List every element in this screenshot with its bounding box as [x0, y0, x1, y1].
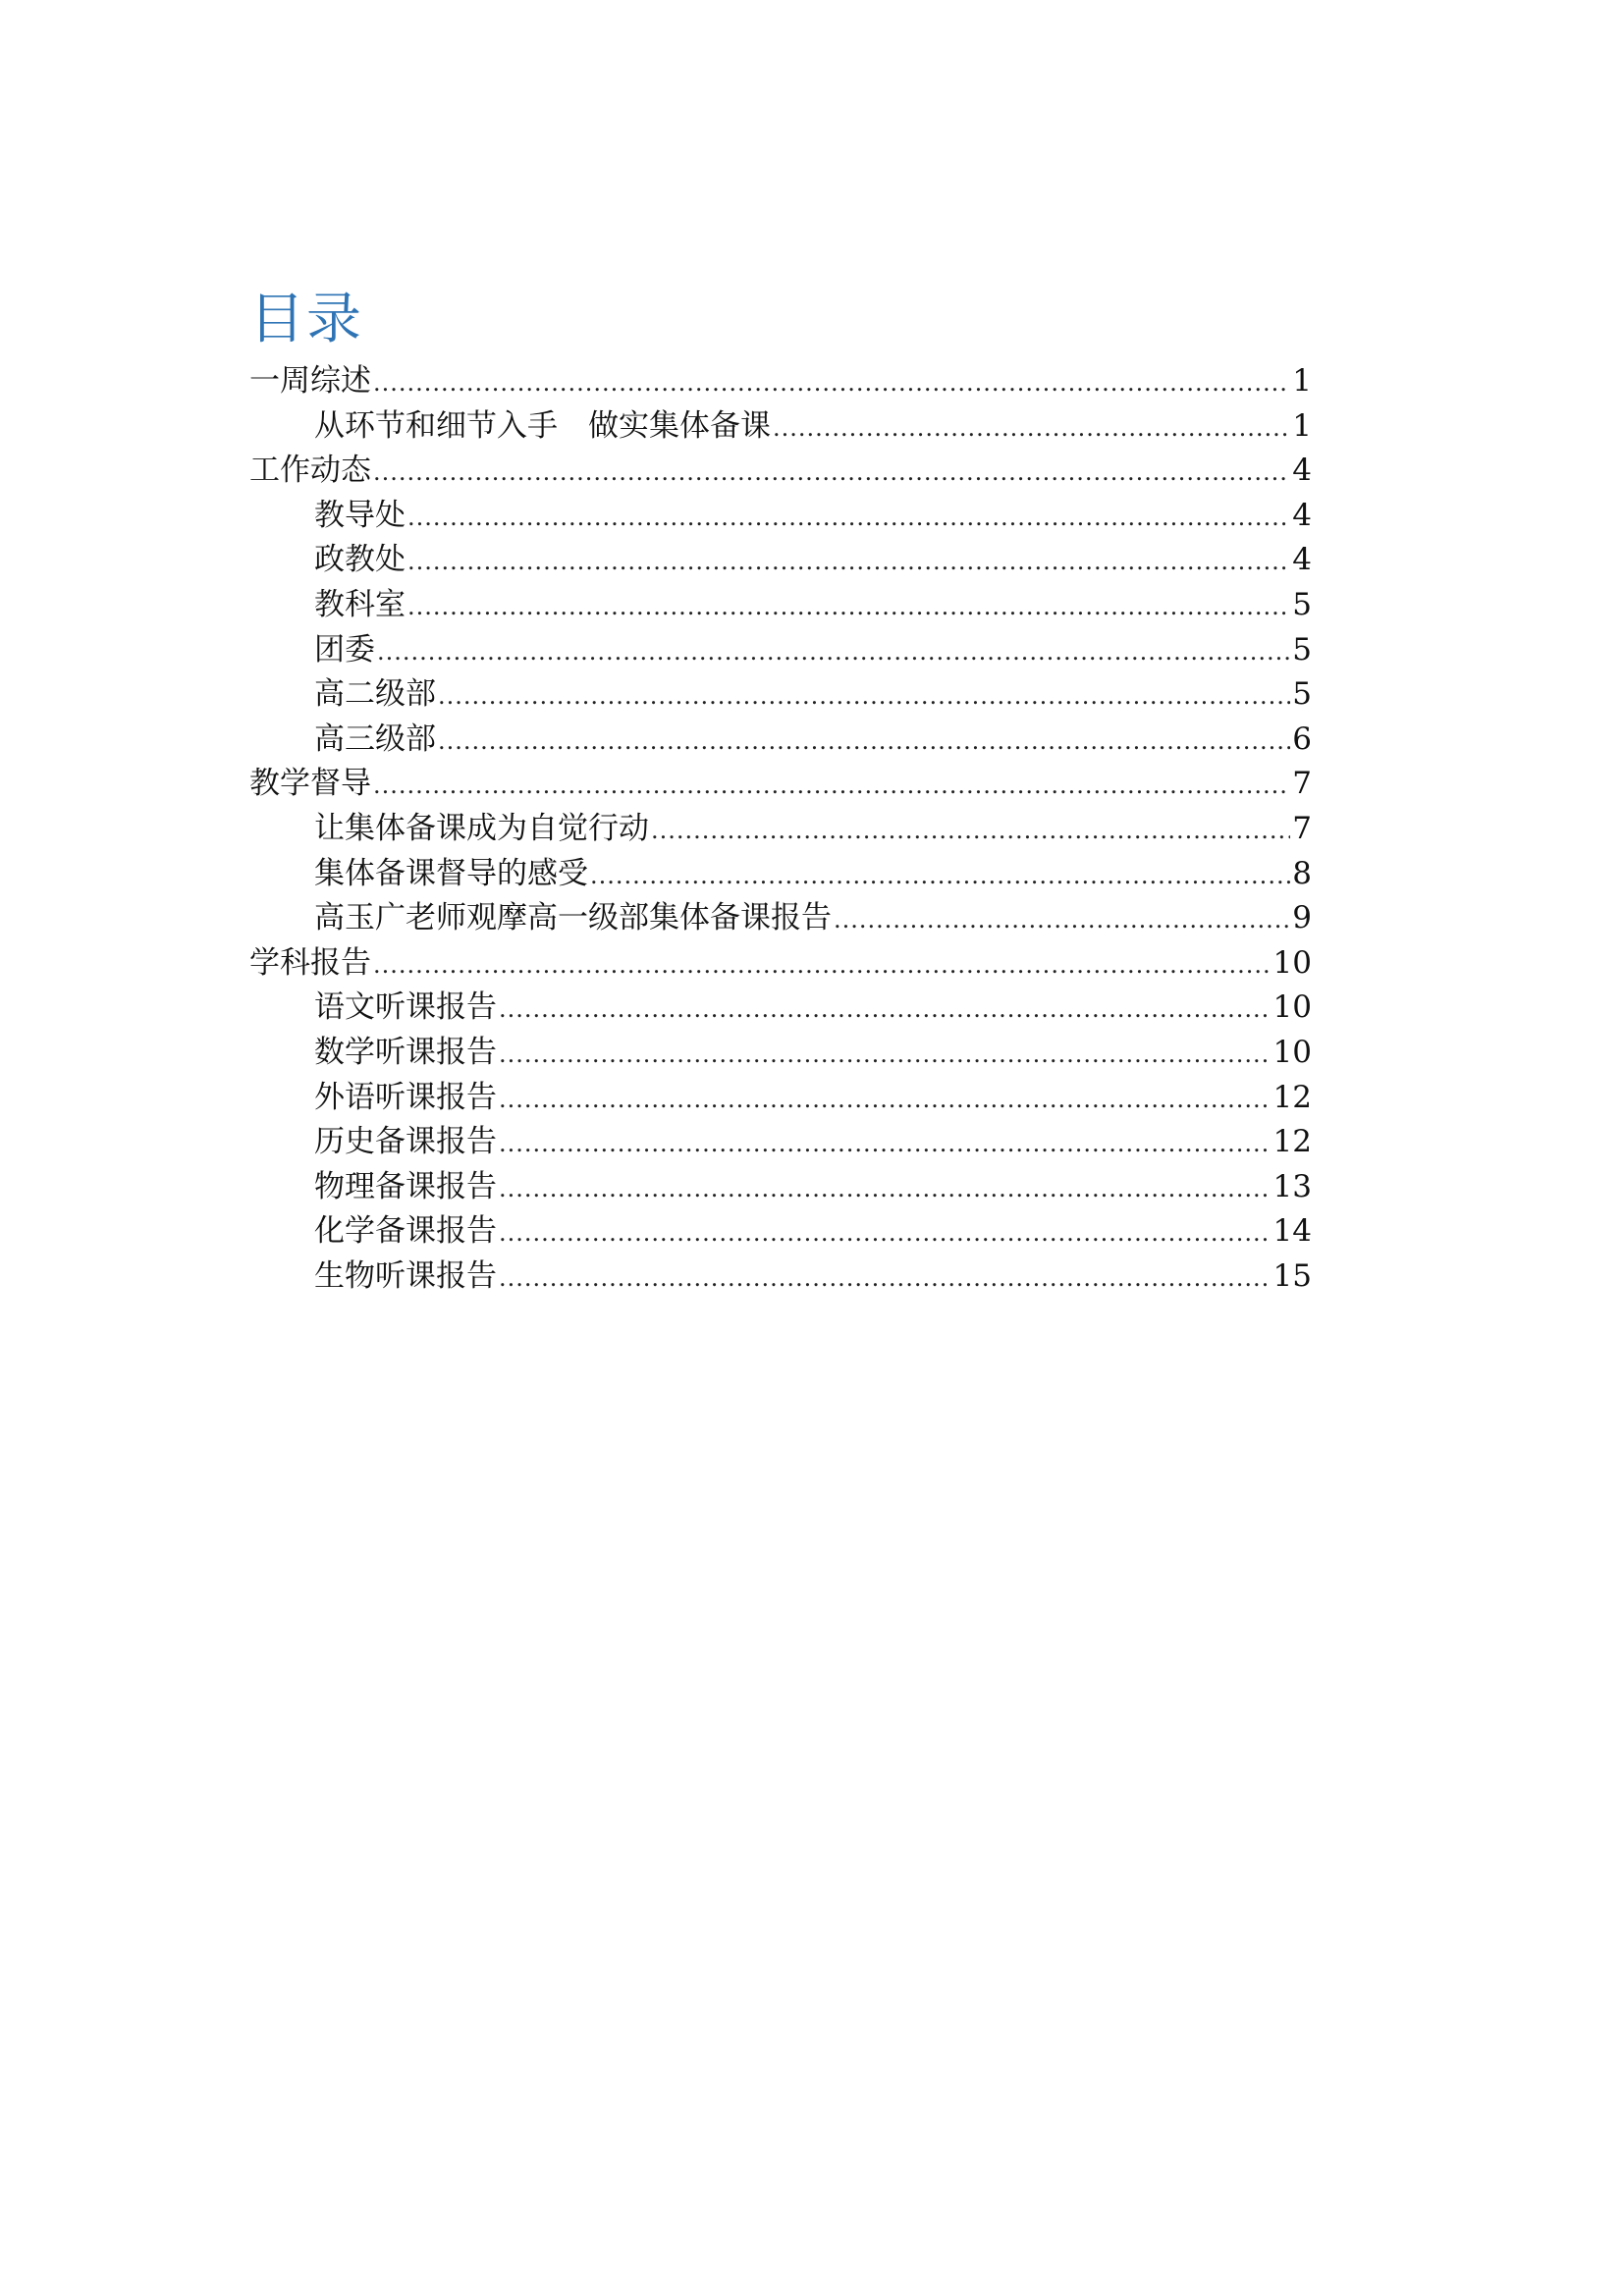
toc-dot-leader: [499, 988, 1272, 1033]
toc-entry-label: 外语听课报告: [314, 1079, 497, 1115]
toc-entry-label: 高玉广老师观摩高一级部集体备课报告: [314, 900, 832, 936]
toc-page-number: 5: [1292, 586, 1312, 622]
toc-dot-leader: [590, 854, 1290, 899]
toc-entry-label: 数学听课报告: [314, 1034, 497, 1070]
toc-entry-huaxue[interactable]: [249, 1209, 1312, 1255]
toc-list: [249, 359, 1312, 1299]
toc-page-number: 5: [1292, 676, 1312, 713]
toc-page-number: 15: [1272, 1257, 1312, 1294]
toc-page-number: 12: [1272, 1124, 1312, 1160]
toc-dot-leader: [834, 898, 1290, 943]
toc-entry-yizhou-zongshu[interactable]: [249, 359, 1312, 404]
toc-page-number: 13: [1272, 1168, 1312, 1204]
toc-entry-label: 化学备课报告: [314, 1213, 497, 1250]
toc-dot-leader: [499, 1167, 1272, 1212]
toc-entry-label: 教导处: [314, 497, 406, 533]
toc-entry-label: 语文听课报告: [314, 989, 497, 1026]
toc-page-number: 10: [1272, 1034, 1312, 1070]
toc-page-number: 7: [1292, 766, 1312, 802]
toc-title: 目录: [249, 288, 363, 351]
toc-entry-shuxue[interactable]: [249, 1031, 1312, 1076]
toc-entry-gaosan-jibu[interactable]: [249, 718, 1312, 763]
toc-entry-guanmo-baogao[interactable]: [249, 896, 1312, 941]
toc-entry-label: 让集体备课成为自觉行动: [314, 810, 649, 846]
toc-page-number: 14: [1272, 1213, 1312, 1250]
toc-entry-jiaoxue-dudao[interactable]: [249, 762, 1312, 807]
toc-dot-leader: [773, 406, 1290, 452]
toc-entry-gaoer-jibu[interactable]: [249, 672, 1312, 718]
toc-entry-label: 一周综述: [249, 363, 371, 399]
toc-entry-label: 高三级部: [314, 721, 436, 757]
toc-entry-label: 政教处: [314, 542, 406, 578]
toc-page-number: 1: [1292, 407, 1312, 444]
toc-entry-jiaokeshi[interactable]: [249, 583, 1312, 628]
toc-dot-leader: [373, 451, 1290, 496]
toc-entry-label: 生物听课报告: [314, 1257, 497, 1294]
toc-page-number: 9: [1292, 900, 1312, 936]
toc-dot-leader: [438, 674, 1290, 720]
toc-entry-label: 从环节和细节入手 做实集体备课: [314, 407, 771, 444]
toc-entry-wuli[interactable]: [249, 1165, 1312, 1210]
toc-entry-label: 物理备课报告: [314, 1168, 497, 1204]
toc-entry-label: 集体备课督导的感受: [314, 855, 588, 891]
toc-entry-zhengjiaochu[interactable]: [249, 538, 1312, 583]
toc-entry-jiaodaochu[interactable]: [249, 494, 1312, 539]
toc-page-number: 10: [1272, 989, 1312, 1026]
toc-page-number: 4: [1292, 497, 1312, 533]
toc-dot-leader: [651, 809, 1290, 854]
toc-dot-leader: [407, 585, 1290, 630]
toc-dot-leader: [407, 540, 1290, 585]
toc-page-number: 12: [1272, 1079, 1312, 1115]
toc-page-number: 10: [1272, 944, 1312, 981]
toc-entry-yuwen[interactable]: [249, 986, 1312, 1031]
toc-entry-label: 历史备课报告: [314, 1124, 497, 1160]
toc-dot-leader: [373, 361, 1290, 406]
toc-page-number: 4: [1292, 453, 1312, 489]
toc-dot-leader: [377, 630, 1290, 675]
toc-dot-leader: [499, 1256, 1272, 1302]
toc-page-number: 8: [1292, 855, 1312, 891]
toc-entry-label: 学科报告: [249, 944, 371, 981]
toc-dot-leader: [499, 1033, 1272, 1078]
toc-entry-label: 工作动态: [249, 453, 371, 489]
toc-entry-tuanwei[interactable]: [249, 628, 1312, 673]
toc-entry-lishi[interactable]: [249, 1120, 1312, 1165]
toc-entry-label: 教学督导: [249, 766, 371, 802]
toc-page-number: 6: [1292, 721, 1312, 757]
toc-page-number: 5: [1292, 631, 1312, 667]
table-of-contents: [249, 285, 1312, 1299]
toc-entry-zijue-xingdong[interactable]: [249, 807, 1312, 852]
toc-entry-label: 团委: [314, 631, 375, 667]
toc-entry-xueke-baogao[interactable]: [249, 941, 1312, 987]
toc-page-number: 7: [1292, 810, 1312, 846]
toc-dot-leader: [499, 1211, 1272, 1256]
toc-entry-waiyu[interactable]: [249, 1076, 1312, 1121]
toc-dot-leader: [373, 943, 1272, 988]
toc-entry-dudao-ganshou[interactable]: [249, 852, 1312, 897]
toc-entry-shengwu[interactable]: [249, 1255, 1312, 1300]
toc-entry-gongzuo-dongtai[interactable]: [249, 449, 1312, 494]
toc-entry-label: 高二级部: [314, 676, 436, 713]
toc-page-number: 4: [1292, 542, 1312, 578]
toc-dot-leader: [499, 1122, 1272, 1167]
toc-page-number: 1: [1292, 363, 1312, 399]
toc-dot-leader: [438, 720, 1290, 765]
toc-entry-jiti-beike[interactable]: [249, 404, 1312, 450]
toc-entry-label: 教科室: [314, 586, 406, 622]
toc-dot-leader: [373, 764, 1290, 809]
toc-dot-leader: [407, 496, 1290, 541]
toc-dot-leader: [499, 1078, 1272, 1123]
